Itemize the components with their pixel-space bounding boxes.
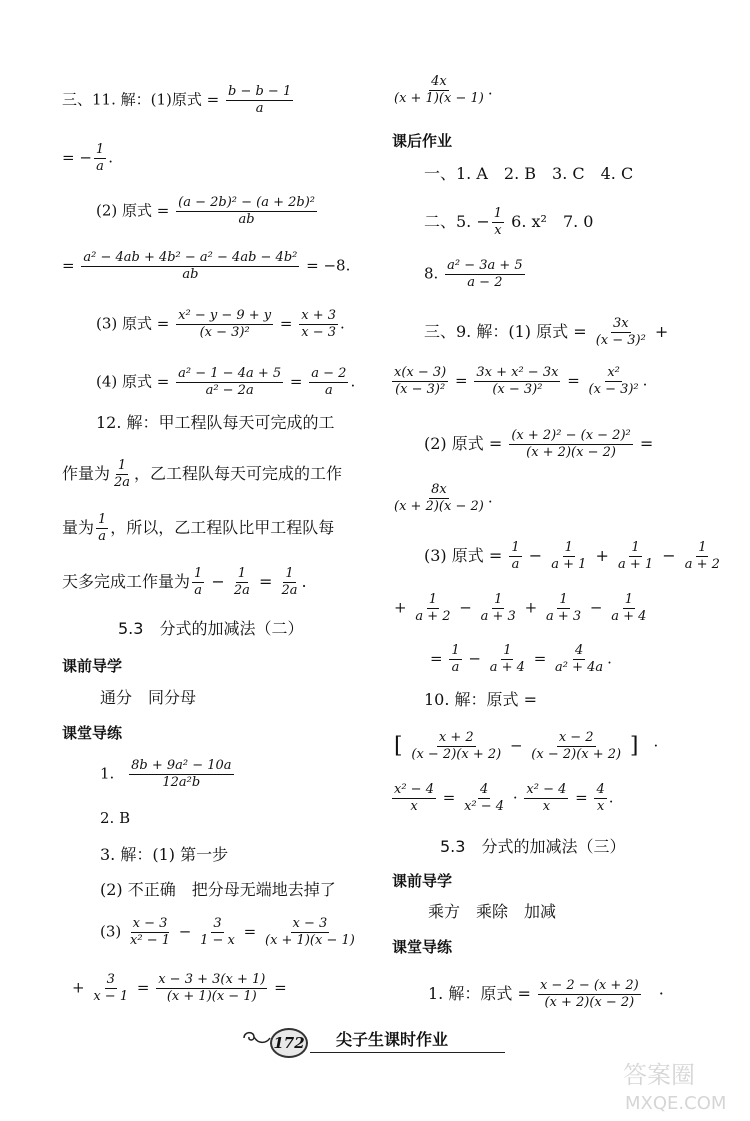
fraction: $\frac{1}{2a}$	[281, 566, 298, 598]
section-title-2: 5.3 分式的加减法（二）	[118, 619, 304, 638]
hw9-part2-step: $\frac{8x}{(x + 2)(x - 2)}$ .	[394, 482, 493, 514]
fraction: $\frac{\text{3x + x² − 3x}}{\text{(x − 3)²}}$	[476, 365, 559, 397]
fraction: $\frac{4}{\text{a² + 4a}}$	[555, 643, 604, 675]
q12-line3: 量为 $\frac{1}{a}$ ，所以，乙工程队比甲工程队每	[62, 512, 335, 544]
hw9-part1-step: $\frac{x(x - 3)}{\text{(x − 3)²}}$ = $\frac{\text{3x + x² − 3x}}{\text{(x − 3)²}}$ = $\frac{\text{x²}}{\text{(x − 3)²}}$ .	[394, 365, 648, 397]
r-pre-study-heading: 课前导学	[392, 872, 453, 890]
fraction: $\frac{1}{a}$	[451, 643, 460, 675]
homework-heading: 课后作业	[392, 132, 453, 150]
c2-answer: 2. B	[100, 809, 131, 827]
fraction: $\frac{4}{\text{x² − 4}}$	[464, 782, 505, 814]
hw9-part3-step: + $\frac{1}{a + 2}$ − $\frac{1}{a + 3}$ + $\frac{1}{a + 3}$ − $\frac{1}{a + 4}$	[394, 592, 647, 624]
q12-line1: 12. 解：甲工程队每天可完成的工	[96, 413, 335, 432]
r-top-result: $\frac{4x}{(x + 1)(x - 1)}$ .	[394, 74, 493, 106]
swirl-ornament-icon	[242, 1028, 272, 1048]
footer-brand: 尖子生课时作业	[336, 1030, 449, 1049]
fraction: $\frac{1}{a + 3}$	[480, 592, 516, 624]
fraction: $\frac{\text{x² − 4}}{x}$	[394, 782, 434, 814]
fraction: $\frac{\text{a² − 1 − 4a + 5}}{\text{a² − 2a}}$	[178, 366, 282, 398]
fraction: $\frac{1}{2a}$	[233, 566, 250, 598]
q11-part2-step: = $\frac{\text{a² − 4ab + 4b² − a² − 4ab − 4b²}}{ab}$ = −8.	[62, 250, 351, 282]
page-number: 172	[270, 1028, 308, 1058]
fraction: $\frac{3x}{\text{(x − 3)²}}$	[595, 316, 646, 348]
class-practice-heading: 课堂导练	[62, 724, 123, 742]
fraction: $\frac{1}{a}$	[95, 142, 105, 174]
c3-part3: (3) $\frac{x - 3}{\text{x² − 1}}$ − $\frac{3}{1 - x}$ = $\frac{x - 3}{(x + 1)(x - 1)}$	[100, 916, 355, 948]
fraction: $\frac{x - 2 - (x + 2)}{(x + 2)(x - 2)}$	[539, 978, 639, 1010]
fraction: $\frac{\text{(a − 2b)² − (a + 2b)²}}{ab}$	[178, 195, 316, 227]
c1-answer: 1. $\frac{\text{8b + 9a² − 10a}}{\text{12a²b}}$	[100, 758, 232, 790]
fraction: $\frac{x(x - 3)}{\text{(x − 3)²}}$	[394, 365, 447, 397]
watermark-line2: MXQE.COM	[625, 1093, 727, 1114]
fraction: $\frac{\text{x²}}{\text{(x − 3)²}}$	[588, 365, 639, 397]
hw9-part3: (3) 原式 = $\frac{1}{a}$ − $\frac{1}{a + 1}$ + $\frac{1}{a + 1}$ − $\frac{1}{a + 2}$	[424, 540, 720, 572]
r-class-practice-heading: 课堂导练	[392, 938, 453, 956]
hw9-part2: (2) 原式 = $\frac{\text{(x + 2)² − (x − 2)²}}{(x + 2)(x - 2)}$ =	[424, 428, 654, 460]
fraction: $\frac{1}{a}$	[98, 512, 107, 544]
fraction: $\frac{\text{a² − 4ab + 4b² − a² − 4ab − 4b²}}{ab}$	[83, 250, 298, 282]
q12-line4: 天多完成工作量为 $\frac{1}{a}$ − $\frac{1}{2a}$ = $\frac{1}{2a}$ .	[62, 566, 307, 598]
fraction: $\frac{1}{a + 2}$	[415, 592, 451, 624]
hw10-bracket-expr: [ $\frac{x + 2}{(x - 2)(x + 2)}$ − $\frac{x - 2}{(x - 2)(x + 2)}$ ] ·	[394, 730, 659, 762]
fraction: $\frac{3}{x - 1}$	[93, 972, 129, 1004]
hw8-answer: 8. $\frac{\text{a² − 3a + 5}}{a - 2}$	[424, 258, 523, 290]
q11-part3: (3) 原式 = $\frac{\text{x² − y − 9 + y}}{\text{(x − 3)²}}$ = $\frac{x + 3}{x - 3}$ .	[96, 308, 345, 340]
fraction: $\frac{b - b - 1}{a}$	[227, 84, 292, 116]
hw10-step: $\frac{\text{x² − 4}}{x}$ = $\frac{4}{\text{x² − 4}}$ · $\frac{\text{x² − 4}}{x}$ = $\frac{4}{x}$ .	[394, 782, 614, 814]
page-footer	[250, 1022, 510, 1058]
fraction: $\frac{1}{a}$	[511, 540, 520, 572]
fraction: $\frac{\text{a² − 3a + 5}}{a - 2}$	[447, 258, 523, 290]
hw-fill-answers: 二、5. − $\frac{1}{x}$ 6. x² 7. 0	[424, 206, 594, 238]
q11-part1: 三、11. 解：(1)原式 = $\frac{b - b - 1}{a}$	[62, 84, 292, 116]
fraction: $\frac{1}{a + 4}$	[489, 643, 525, 675]
hw10-label: 10. 解：原式 =	[424, 690, 538, 709]
fraction: $\frac{\text{x² − y − 9 + y}}{\text{(x − 3)²}}$	[178, 308, 272, 340]
fraction: $\frac{1}{a + 2}$	[684, 540, 720, 572]
fraction: $\frac{3}{1 - x}$	[200, 916, 235, 948]
fraction: $\frac{8x}{(x + 2)(x - 2)}$	[394, 482, 484, 514]
hw9-part1: 三、9. 解：(1) 原式 = $\frac{3x}{\text{(x − 3)²}}$ +	[424, 316, 669, 348]
footer-rule	[310, 1052, 505, 1053]
hw-choice-answers: 一、1. A 2. B 3. C 4. C	[424, 164, 634, 183]
c3-part3-step: + $\frac{3}{x - 1}$ = $\frac{x - 3 + 3(x + 1)}{(x + 1)(x - 1)}$ =	[72, 972, 287, 1004]
fraction: $\frac{x + 3}{x - 3}$	[301, 308, 336, 340]
c3-part1: 3. 解：(1) 第一步	[100, 845, 229, 864]
fraction: $\frac{4x}{(x + 1)(x - 1)}$	[394, 74, 484, 106]
q11-part1-result: = − $\frac{1}{a}$ .	[62, 142, 113, 174]
q11-part2: (2) 原式 = $\frac{\text{(a − 2b)² − (a + 2b)²}}{ab}$	[96, 195, 316, 227]
r-c1-answer: 1. 解：原式 = $\frac{x - 2 - (x + 2)}{(x + 2)(x - 2)}$ ·	[428, 978, 664, 1010]
fraction: $\frac{1}{a + 3}$	[545, 592, 582, 624]
hw9-part3-result: = $\frac{1}{a}$ − $\frac{1}{a + 4}$ = $\frac{4}{\text{a² + 4a}}$ .	[430, 643, 612, 675]
fraction: $\frac{x - 3}{(x + 1)(x - 1)}$	[265, 916, 355, 948]
fraction: $\frac{1}{x}$	[493, 206, 503, 238]
pre-study-heading: 课前导学	[62, 657, 123, 675]
q11-part4: (4) 原式 = $\frac{\text{a² − 1 − 4a + 5}}{\text{a² − 2a}}$ = $\frac{a - 2}{a}$ .	[96, 366, 356, 398]
fraction: $\frac{1}{a + 1}$	[551, 540, 587, 572]
fraction: $\frac{1}{a}$	[194, 566, 203, 598]
fraction: $\frac{x - 3}{\text{x² − 1}}$	[130, 916, 171, 948]
fraction: $\frac{x - 3 + 3(x + 1)}{(x + 1)(x - 1)}$	[158, 972, 266, 1004]
pre-study-answer: 通分 同分母	[100, 688, 197, 707]
r-pre-study-answer: 乘方 乘除 加减	[428, 902, 557, 921]
fraction: $\frac{\text{(x + 2)² − (x − 2)²}}{(x + 2)(x - 2)}$	[511, 428, 631, 460]
fraction: $\frac{1}{a + 4}$	[611, 592, 647, 624]
section-title-3: 5.3 分式的加减法（三）	[440, 837, 626, 856]
fraction: $\frac{1}{a + 1}$	[617, 540, 654, 572]
fraction: $\frac{x - 2}{(x - 2)(x + 2)}$	[531, 730, 622, 762]
fraction: $\frac{\text{8b + 9a² − 10a}}{\text{12a²b}}$	[131, 758, 232, 790]
fraction: $\frac{4}{x}$	[596, 782, 605, 814]
watermark-logo	[615, 1055, 745, 1115]
fraction: $\frac{x + 2}{(x - 2)(x + 2)}$	[411, 730, 502, 762]
fraction: $\frac{1}{2a}$	[114, 458, 131, 490]
q12-line2: 作量为 $\frac{1}{2a}$ ，乙工程队每天可完成的工作	[62, 458, 343, 490]
c3-part2: (2) 不正确 把分母无端地去掉了	[100, 880, 336, 899]
fraction: $\frac{a - 2}{a}$	[311, 366, 347, 398]
fraction: $\frac{\text{x² − 4}}{x}$	[526, 782, 567, 814]
watermark-line1: 答案圈	[623, 1061, 695, 1089]
